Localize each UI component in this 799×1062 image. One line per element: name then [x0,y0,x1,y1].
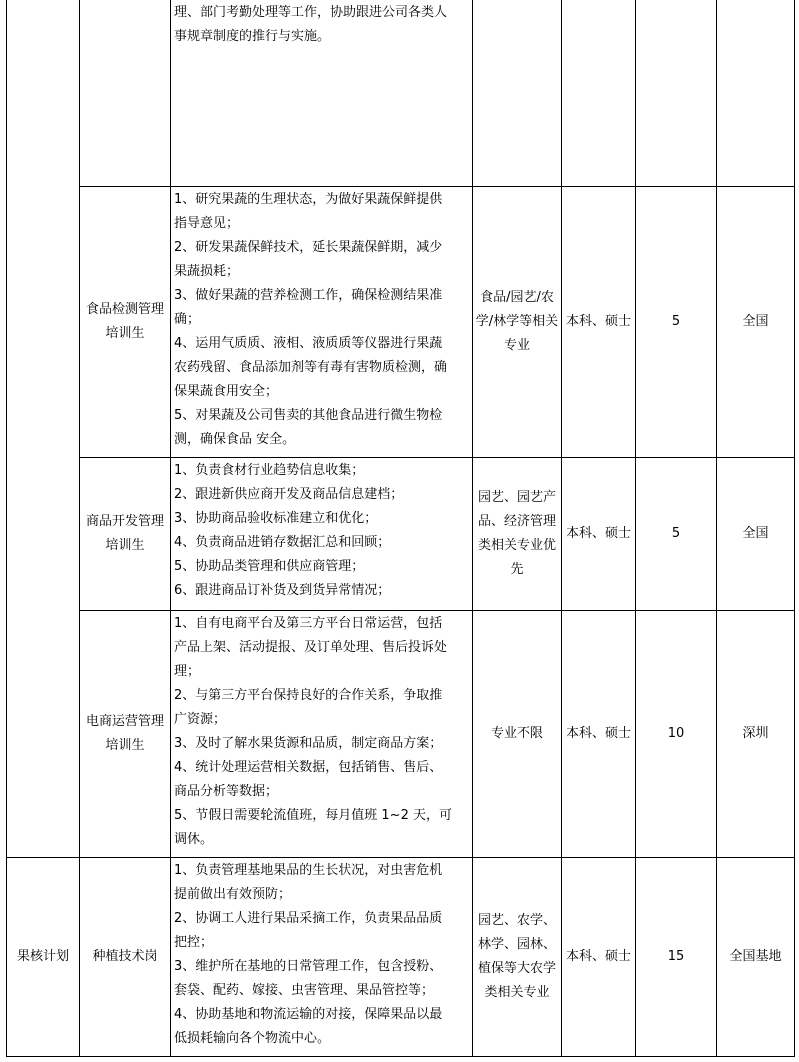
duty-line: 2、跟进新供应商开发及商品信息建档； [174,487,404,502]
duty-line: 4、统计处理运营相关数据，包括销售、售后、 [174,760,443,775]
duties-cell [171,858,473,1057]
category-cell [7,0,80,858]
major-cell: 园艺、农学、林学、园林、植保等大农学类相关专业 [473,858,562,1057]
position-cell: 电商运营管理培训生 [80,611,171,858]
count-cell: 5 [636,187,717,458]
duty-line: 确； [174,312,201,327]
duty-line: 果蔬损耗； [174,264,240,279]
duty-line: 理； [174,664,201,679]
table-row [7,611,795,858]
duty-line: 事规章制度的推行与实施。 [174,29,331,44]
duty-line: 2、与第三方平台保持良好的合作关系，争取推 [174,688,443,703]
location-cell: 深圳 [717,611,795,858]
duty-line: 广资源； [174,712,227,727]
education-cell: 本科、硕士 [562,458,636,611]
duty-line: 理、部门考勤处理等工作，协助跟进公司各类人 [174,5,448,20]
duty-line: 产品上架、活动提报、及订单处理、售后投诉处 [174,640,448,655]
duties-cell [171,611,473,858]
duty-line: 3、协助商品验收标准建立和优化； [174,511,378,526]
duty-line: 2、协调工人进行果品采摘工作，负责果品品质 [174,911,443,926]
duty-line: 保果蔬食用安全； [174,384,279,399]
duty-line: 4、负责商品进销存数据汇总和回顾； [174,535,391,550]
duty-line: 农药残留、食品添加剂等有毒有害物质检测，确 [174,360,448,375]
duties-cell [171,458,473,611]
duty-line: 6、跟进商品订补货及到货异常情况； [174,583,391,598]
count-cell: 5 [636,458,717,611]
recruitment-table [6,0,795,1057]
location-cell [717,0,795,187]
duties-cell [171,0,473,187]
table-row [7,0,795,187]
duty-line: 3、及时了解水果货源和品质，制定商品方案； [174,736,443,751]
duty-line: 1、自有电商平台及第三方平台日常运营，包括 [174,616,443,631]
position-cell: 种植技术岗 [80,858,171,1057]
duty-line: 1、负责食材行业趋势信息收集； [174,463,365,478]
location-cell: 全国 [717,187,795,458]
duty-line: 把控； [174,935,214,950]
duty-line: 测，确保食品 安全。 [174,432,296,447]
education-cell: 本科、硕士 [562,187,636,458]
education-cell: 本科、硕士 [562,611,636,858]
duties-cell [171,187,473,458]
position-cell: 食品检测管理培训生 [80,187,171,458]
duty-line: 4、运用气质质、液相、液质质等仪器进行果蔬 [174,336,443,351]
table-row [7,187,795,458]
duty-line: 套袋、配药、嫁接、虫害管理、果品管控等； [174,983,435,998]
duty-line: 指导意见； [174,216,240,231]
table-row [7,458,795,611]
major-cell: 园艺、园艺产品、经济管理类相关专业优先 [473,458,562,611]
duty-line: 商品分析等数据； [174,784,279,799]
count-cell: 10 [636,611,717,858]
duty-line: 4、协助基地和物流运输的对接，保障果品以最 [174,1007,443,1022]
count-cell: 15 [636,858,717,1057]
duty-line: 2、研发果蔬保鲜技术，延长果蔬保鲜期，减少 [174,240,443,255]
location-cell: 全国 [717,458,795,611]
duty-line: 1、负责管理基地果品的生长状况，对虫害危机 [174,863,443,878]
category-cell: 果核计划 [7,858,80,1057]
major-cell [473,0,562,187]
duty-line: 低损耗输向各个物流中心。 [174,1031,331,1046]
major-cell: 食品/园艺/农学/林学等相关专业 [473,187,562,458]
duty-line: 3、做好果蔬的营养检测工作，确保检测结果准 [174,288,443,303]
major-cell: 专业不限 [473,611,562,858]
location-cell: 全国基地 [717,858,795,1057]
duty-line: 5、协助品类管理和供应商管理； [174,559,365,574]
duty-line: 提前做出有效预防； [174,887,292,902]
duty-line: 1、研究果蔬的生理状态，为做好果蔬保鲜提供 [174,192,443,207]
duty-line: 调休。 [174,832,214,847]
education-cell [562,0,636,187]
education-cell: 本科、硕士 [562,858,636,1057]
position-cell: 商品开发管理培训生 [80,458,171,611]
count-cell [636,0,717,187]
duty-line: 5、节假日需要轮流值班，每月值班 1~2 天，可 [174,808,452,823]
position-cell [80,0,171,187]
table-row [7,858,795,1057]
duty-line: 5、对果蔬及公司售卖的其他食品进行微生物检 [174,408,443,423]
duty-line: 3、维护所在基地的日常管理工作，包含授粉、 [174,959,443,974]
